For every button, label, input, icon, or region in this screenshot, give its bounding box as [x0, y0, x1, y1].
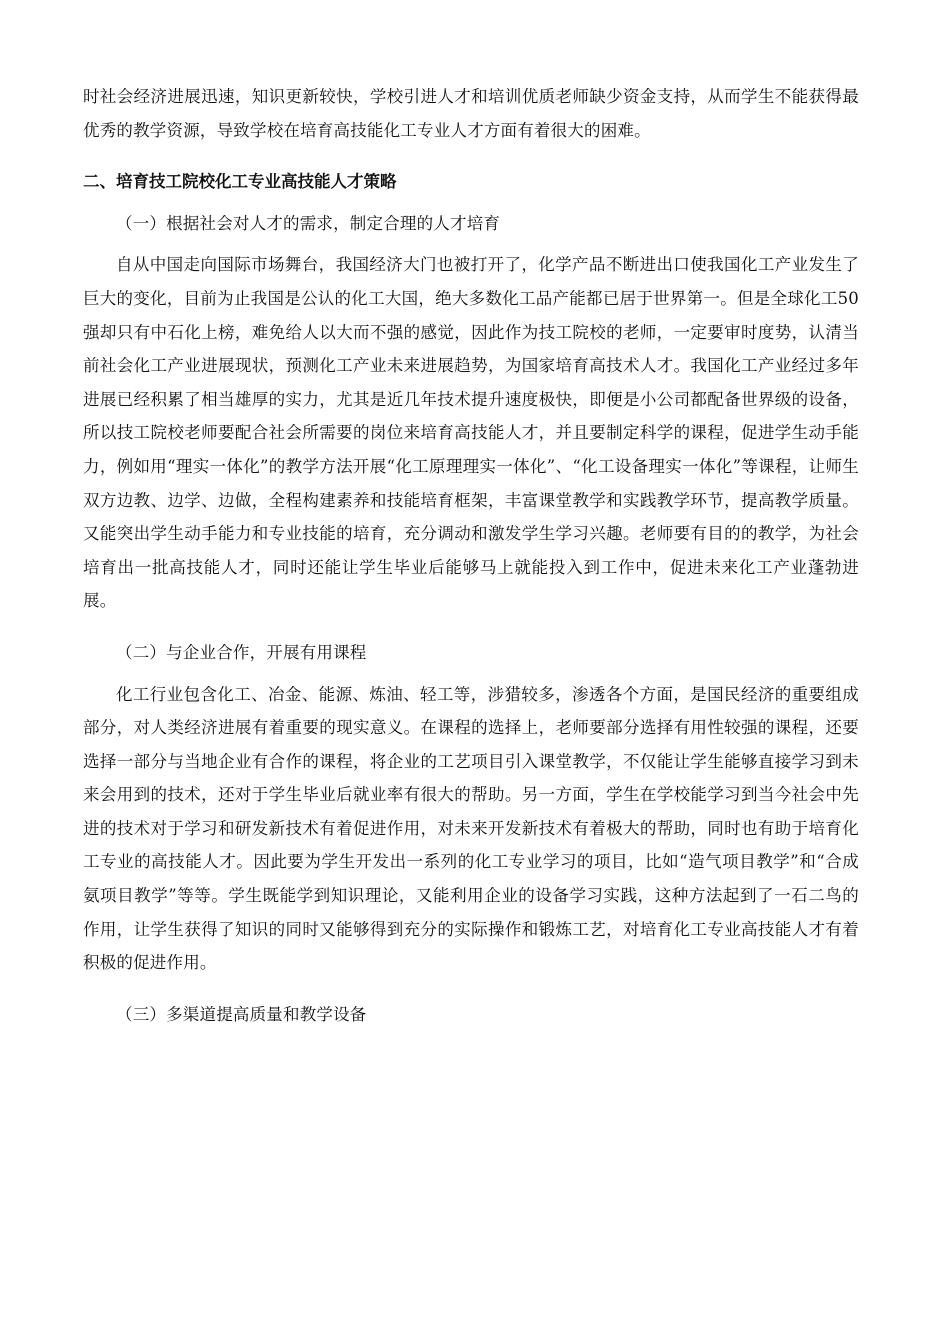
subsection-paragraph-1: 自从中国走向国际市场舞台，我国经济大门也被打开了，化学产品不断进出口使我国化工产业发生了巨大的变化，目前为止我国是公认的化工大国，绝大多数化工品产能都已居于世界第一。但是全球化工50强却只有中石化上榜，难免给人以大而不强的感觉，因此作为技工院校的老师，一定要审时度势，认清当前社会化工产业进展现状，预测化工产业未来进展趋势，为国家培育高技术人才。我国化工产业经过多年进展已经积累了相当雄厚的实力，尤其是近几年技术提升速度极快，即便是小公司都配备世界级的设备，所以技工院校老师要配合社会所需要的岗位来培育高技能人才，并且要制定科学的课程，促进学生动手能力，例如用“理实一体化”的教学方法开展“化工原理理实一体化”、“化工设备理实一体化”等课程，让师生双方边教、边学、边做，全程构建素养和技能培育框架，丰富课堂教学和实践教学环节，提高教学质量。又能突出学生动手能力和专业技能的培育，充分调动和激发学生学习兴趣。老师要有目的的教学，为社会培育出一批高技能人才，同时还能让学生毕业后能够马上就能投入到工作中，促进未来化工产业蓬勃进展。 — [83, 255, 859, 611]
subsection-heading-1: （一）根据社会对人才的需求，制定合理的人才培育 — [116, 213, 501, 233]
continuation-paragraph: 时社会经济进展迅速，知识更新较快，学校引进人才和培训优质老师缺少资金支持，从而学生不能获得最优秀的教学资源，导致学校在培育高技能化工专业人才方面有着很大的困难。 — [83, 87, 859, 140]
subsection-heading-3: （三）多渠道提高质量和教学设备 — [116, 1004, 367, 1024]
subsection-paragraph-2: 化工行业包含化工、冶金、能源、炼油、轻工等，涉猎较多，渗透各个方面，是国民经济的重要组成部分，对人类经济进展有着重要的现实意义。在课程的选择上，老师要部分选择有用性较强的课程，还要选择一部分与当地企业有合作的课程，将企业的工艺项目引入课堂教学，不仅能让学生能够直接学习到未来会用到的技术，还对于学生毕业后就业率有很大的帮助。另一方面，学生在学校能学习到当今社会中先进的技术对于学习和研发新技术有着促进作用，对未来开发新技术有着极大的帮助，同时也有助于培育化工专业的高技能人才。因此要为学生开发出一系列的化工专业学习的项目，比如“造气项目教学”和“合成氨项目教学”等等。学生既能学到知识理论，又能利用企业的设备学习实践，这种方法起到了一石二鸟的作用，让学生获得了知识的同时又能够得到充分的实际操作和锻炼工艺，对培育化工专业高技能人才有着积极的促进作用。 — [83, 684, 859, 973]
document-page — [83, 80, 859, 1039]
section-heading: 二、培育技工院校化工专业高技能人才策略 — [83, 172, 397, 192]
subsection-heading-2: （二）与企业合作，开展有用课程 — [116, 642, 367, 662]
